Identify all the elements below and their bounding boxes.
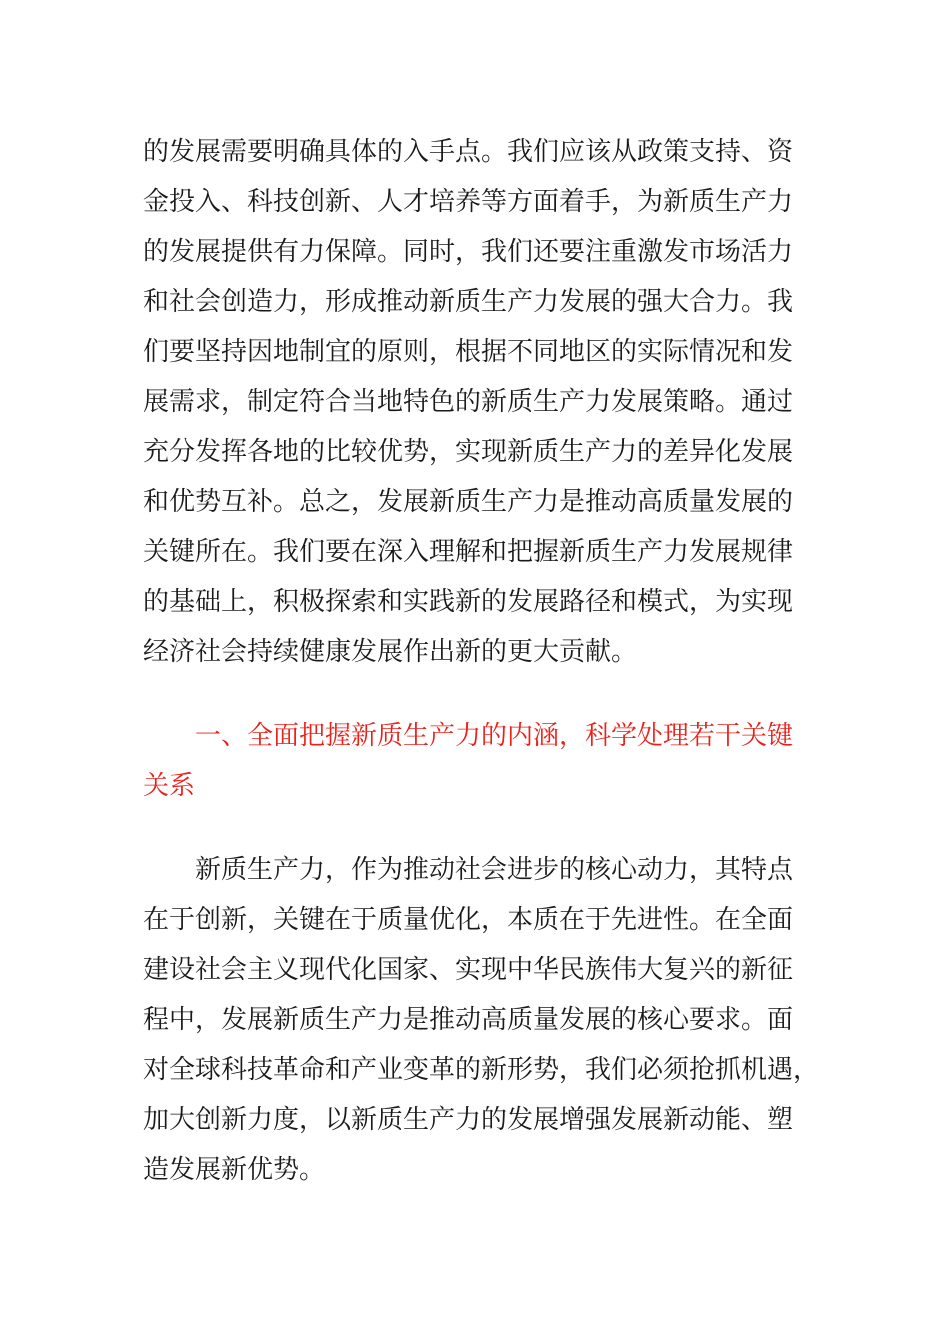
paragraph-1-line-8: 和优势互补。总之，发展新质生产力是推动高质量发展的 [143, 487, 794, 517]
paragraph-1-line-10: 的基础上，积极探索和实践新的发展路径和模式，为实现 [143, 587, 794, 617]
paragraph-2-line-7: 造发展新优势。 [143, 1155, 326, 1185]
paragraph-2-line-1: 新质生产力，作为推动社会进步的核心动力，其特点 [195, 855, 794, 885]
paragraph-1-line-7: 充分发挥各地的比较优势，实现新质生产力的差异化发展 [143, 437, 794, 467]
paragraph-1-line-3: 的发展提供有力保障。同时，我们还要注重激发市场活力 [143, 237, 794, 267]
paragraph-1-line-6: 展需求，制定符合当地特色的新质生产力发展策略。通过 [143, 387, 794, 417]
paragraph-1-line-4: 和社会创造力，形成推动新质生产力发展的强大合力。我 [143, 287, 794, 317]
paragraph-2-line-3: 建设社会主义现代化国家、实现中华民族伟大复兴的新征 [143, 955, 794, 985]
paragraph-1-line-9: 关键所在。我们要在深入理解和把握新质生产力发展规律 [143, 537, 794, 567]
paragraph-2-line-6: 加大创新力度，以新质生产力的发展增强发展新动能、塑 [143, 1105, 794, 1135]
paragraph-1-line-11: 经济社会持续健康发展作出新的更大贡献。 [143, 637, 638, 667]
section-heading-line-1: 一、全面把握新质生产力的内涵，科学处理若干关键 [195, 721, 794, 751]
paragraph-2-line-2: 在于创新，关键在于质量优化，本质在于先进性。在全面 [143, 905, 794, 935]
section-heading-line-2: 关系 [143, 771, 196, 801]
paragraph-1-line-1: 的发展需要明确具体的入手点。我们应该从政策支持、资 [143, 137, 794, 167]
paragraph-2-line-5: 对全球科技革命和产业变革的新形势，我们必须抢抓机遇， [143, 1055, 820, 1085]
paragraph-1-line-2: 金投入、科技创新、人才培养等方面着手，为新质生产力 [143, 187, 794, 217]
paragraph-1-line-5: 们要坚持因地制宜的原则，根据不同地区的实际情况和发 [143, 337, 794, 367]
paragraph-2-line-4: 程中，发展新质生产力是推动高质量发展的核心要求。面 [143, 1005, 794, 1035]
